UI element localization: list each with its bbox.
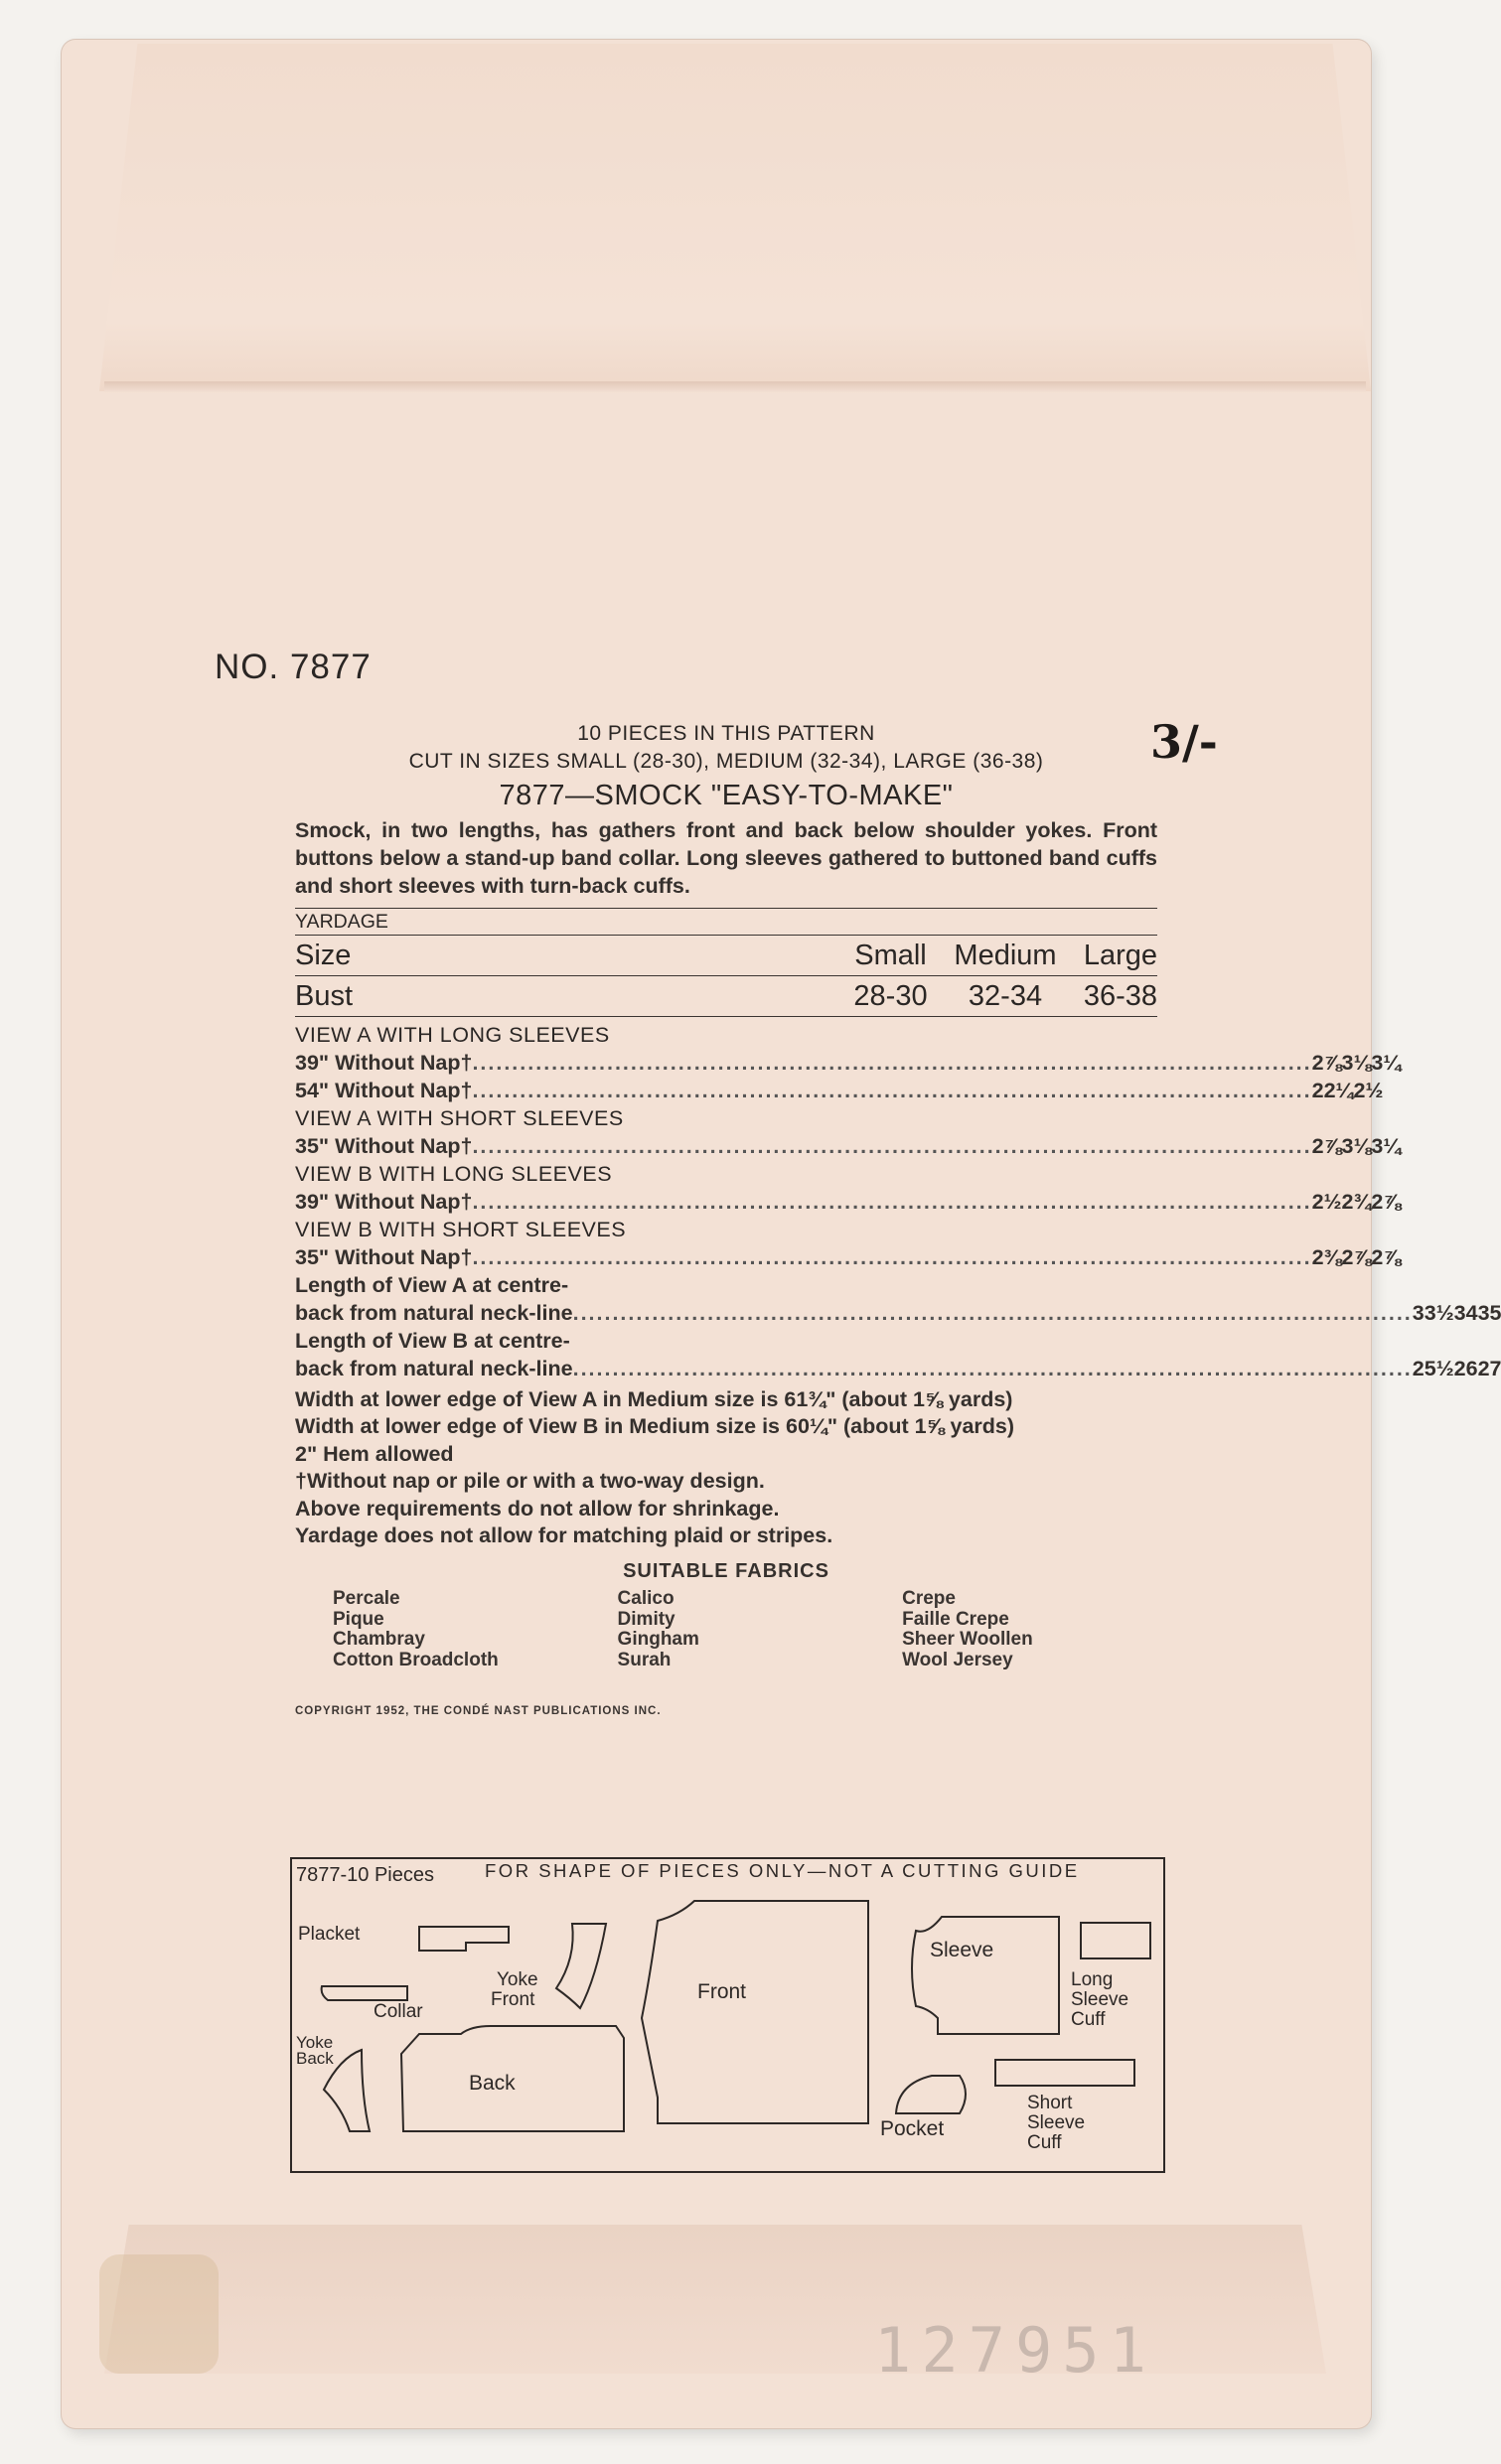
pattern-info	[295, 720, 1501, 1726]
row-label: 39" Without Nap†	[295, 1189, 473, 1214]
length-label: back from natural neck-line	[295, 1356, 573, 1380]
yardage-label: YARDAGE	[295, 910, 388, 933]
short-cuff-label: Sleeve	[1027, 2112, 1086, 2133]
fabrics-col-2	[618, 1589, 903, 1670]
value-large: 2½	[1353, 1078, 1384, 1102]
leader-dots: ..........................................................................................................	[472, 1078, 1312, 1102]
section-title: VIEW A WITH SHORT SLEEVES	[295, 1105, 624, 1130]
yoke-back-label: Back	[296, 2049, 334, 2068]
value-small: 25½	[1412, 1356, 1454, 1380]
fabric-item: Cotton Broadcloth	[333, 1649, 499, 1670]
fabrics-col-3	[902, 1589, 1157, 1670]
sleeve-shape	[912, 1917, 1059, 2034]
value-medium: 2⅞	[1341, 1244, 1372, 1269]
copyright: COPYRIGHT 1952, THE CONDÉ NAST PUBLICATIONS INC.	[295, 1705, 662, 1717]
fabric-item: Gingham	[617, 1629, 699, 1650]
notes	[295, 1386, 1157, 1550]
placket-label: Placket	[298, 1924, 361, 1945]
note: Above requirements do not allow for shrinkage.	[295, 1496, 780, 1521]
yardage-row	[295, 1049, 1402, 1077]
yardage-row	[295, 1188, 1402, 1216]
long-cuff-label: Sleeve	[1071, 1989, 1129, 2010]
length-label: back from natural neck-line	[295, 1300, 573, 1325]
pattern-title: 7877—SMOCK "EASY-TO-MAKE"	[499, 780, 954, 811]
value-large: 2⅞	[1371, 1189, 1402, 1214]
value-medium: 34	[1453, 1300, 1478, 1325]
value-large: 3¼	[1371, 1050, 1402, 1075]
long-cuff-shape	[1081, 1923, 1150, 1958]
yoke-back-label: Yoke	[296, 2033, 334, 2052]
leader-dots: ..........................................................................................................	[472, 1050, 1312, 1075]
value-large: 27	[1477, 1356, 1501, 1380]
fabric-item: Calico	[617, 1588, 675, 1609]
value-medium: 2¾	[1341, 1189, 1372, 1214]
envelope-flap	[99, 44, 1371, 391]
bust-label: Bust	[295, 979, 354, 1012]
leader-dots: ..........................................................................................................	[472, 1133, 1312, 1158]
value-small: 33½	[1412, 1300, 1454, 1325]
short-cuff-label: Cuff	[1027, 2132, 1062, 2153]
yardage-row	[295, 1243, 1402, 1271]
bust-row	[295, 976, 1157, 1016]
fabrics-col-1	[333, 1589, 618, 1670]
value-small: 2⅞	[1311, 1050, 1342, 1075]
back-label: Back	[469, 2072, 516, 2095]
pattern-number: NO. 7877	[215, 648, 372, 686]
fabrics-title: SUITABLE FABRICS	[623, 1559, 829, 1582]
fabric-item: Percale	[333, 1588, 400, 1609]
value-large: 2⅞	[1371, 1244, 1402, 1269]
size-range: CUT IN SIZES SMALL (28-30), MEDIUM (32-34), LARGE (36-38)	[408, 749, 1044, 773]
fabric-item: Chambray	[333, 1629, 425, 1650]
size-medium: Medium	[954, 939, 1057, 971]
value-medium: 26	[1453, 1356, 1478, 1380]
stain	[99, 2254, 219, 2374]
row-label: 35" Without Nap†	[295, 1244, 473, 1269]
yoke-front-shape	[556, 1924, 606, 2008]
size-small: Small	[854, 939, 927, 971]
bust-small: 28-30	[853, 979, 928, 1012]
length-row	[295, 1355, 1501, 1382]
yoke-front-label: Front	[491, 1989, 535, 2010]
leader-dots: ..........................................................................................................	[472, 1244, 1312, 1269]
pocket-shape	[896, 2076, 966, 2113]
description: Smock, in two lengths, has gathers front and back below shoulder yokes. Front buttons below a stand-up band collar. Long sleeves gathered to buttoned band cuffs and short sleeves with turn-back cuffs.	[295, 817, 1157, 898]
long-cuff-label: Cuff	[1071, 2009, 1106, 2030]
value-medium: 3⅛	[1341, 1133, 1372, 1158]
price: 3/-	[1150, 715, 1218, 769]
value-large: 35	[1477, 1300, 1501, 1325]
fabric-item: Faille Crepe	[902, 1608, 1009, 1630]
length-label: Length of View B at centre-	[295, 1328, 570, 1353]
length-row	[295, 1299, 1501, 1327]
note: Yardage does not allow for matching plaid or stripes.	[295, 1523, 833, 1547]
note: †Without nap or pile or with a two-way design.	[295, 1469, 765, 1493]
fabric-item: Crepe	[902, 1588, 956, 1609]
value-medium: 3⅛	[1341, 1050, 1372, 1075]
section-title: VIEW B WITH SHORT SLEEVES	[295, 1217, 627, 1241]
row-label: 35" Without Nap†	[295, 1133, 473, 1158]
stamp-number: 127951	[874, 2314, 1156, 2387]
sleeve-label: Sleeve	[930, 1939, 994, 1961]
section-title: VIEW B WITH LONG SLEEVES	[295, 1161, 613, 1186]
section-title: VIEW A WITH LONG SLEEVES	[295, 1022, 610, 1047]
leader-dots: ..........................................................................................................	[472, 1189, 1312, 1214]
yardage-row	[295, 1077, 1384, 1104]
value-small: 2⅜	[1311, 1244, 1342, 1269]
note: Width at lower edge of View A in Medium size is 61¾" (about 1⅝ yards)	[295, 1386, 1013, 1411]
short-cuff-shape	[995, 2060, 1134, 2086]
pieces-diagram	[290, 1857, 1165, 2173]
value-large: 3¼	[1371, 1133, 1402, 1158]
size-label: Size	[295, 939, 352, 971]
divider	[295, 1016, 1157, 1017]
collar-label: Collar	[374, 2001, 423, 2022]
front-shape	[642, 1901, 868, 2123]
yoke-front-label: Yoke	[497, 1969, 538, 1990]
pieces-count: 10 PIECES IN THIS PATTERN	[577, 722, 875, 745]
leader-dots: ..........................................................................................................	[572, 1356, 1413, 1380]
pocket-label: Pocket	[880, 2117, 945, 2140]
row-label: 39" Without Nap†	[295, 1050, 473, 1075]
value-small: 2½	[1311, 1189, 1342, 1214]
fabrics-list	[333, 1589, 1157, 1670]
fabric-item: Sheer Woollen	[902, 1629, 1033, 1650]
placket-shape	[419, 1927, 509, 1951]
value-medium: 2¼	[1323, 1078, 1354, 1102]
bust-large: 36-38	[1083, 979, 1157, 1012]
pieces-count-label: 7877-10 Pieces	[296, 1864, 434, 1886]
fabric-item: Wool Jersey	[902, 1649, 1013, 1670]
value-small: 2	[1311, 1078, 1324, 1102]
size-header-row	[295, 936, 1157, 975]
length-row-label	[295, 1327, 1157, 1355]
fabric-item: Pique	[333, 1608, 384, 1630]
fabric-item: Surah	[617, 1649, 672, 1670]
long-cuff-label: Long	[1071, 1969, 1114, 1990]
length-row-label	[295, 1271, 1157, 1299]
collar-shape	[322, 1986, 407, 2000]
yardage-row	[295, 1132, 1402, 1160]
front-label: Front	[697, 1980, 747, 2003]
size-large: Large	[1083, 939, 1157, 971]
bust-medium: 32-34	[968, 979, 1043, 1012]
row-label: 54" Without Nap†	[295, 1078, 473, 1102]
note: Width at lower edge of View B in Medium size is 60¼" (about 1⅝ yards)	[295, 1414, 1015, 1438]
note: 2" Hem allowed	[295, 1441, 454, 1466]
diagram-note: FOR SHAPE OF PIECES ONLY—NOT A CUTTING GUIDE	[485, 1860, 1080, 1881]
value-small: 2⅞	[1311, 1133, 1342, 1158]
fabric-item: Dimity	[617, 1608, 675, 1630]
flap-fold	[104, 381, 1366, 393]
short-cuff-label: Short	[1027, 2093, 1073, 2113]
length-label: Length of View A at centre-	[295, 1272, 569, 1297]
leader-dots: ..........................................................................................................	[572, 1300, 1413, 1325]
